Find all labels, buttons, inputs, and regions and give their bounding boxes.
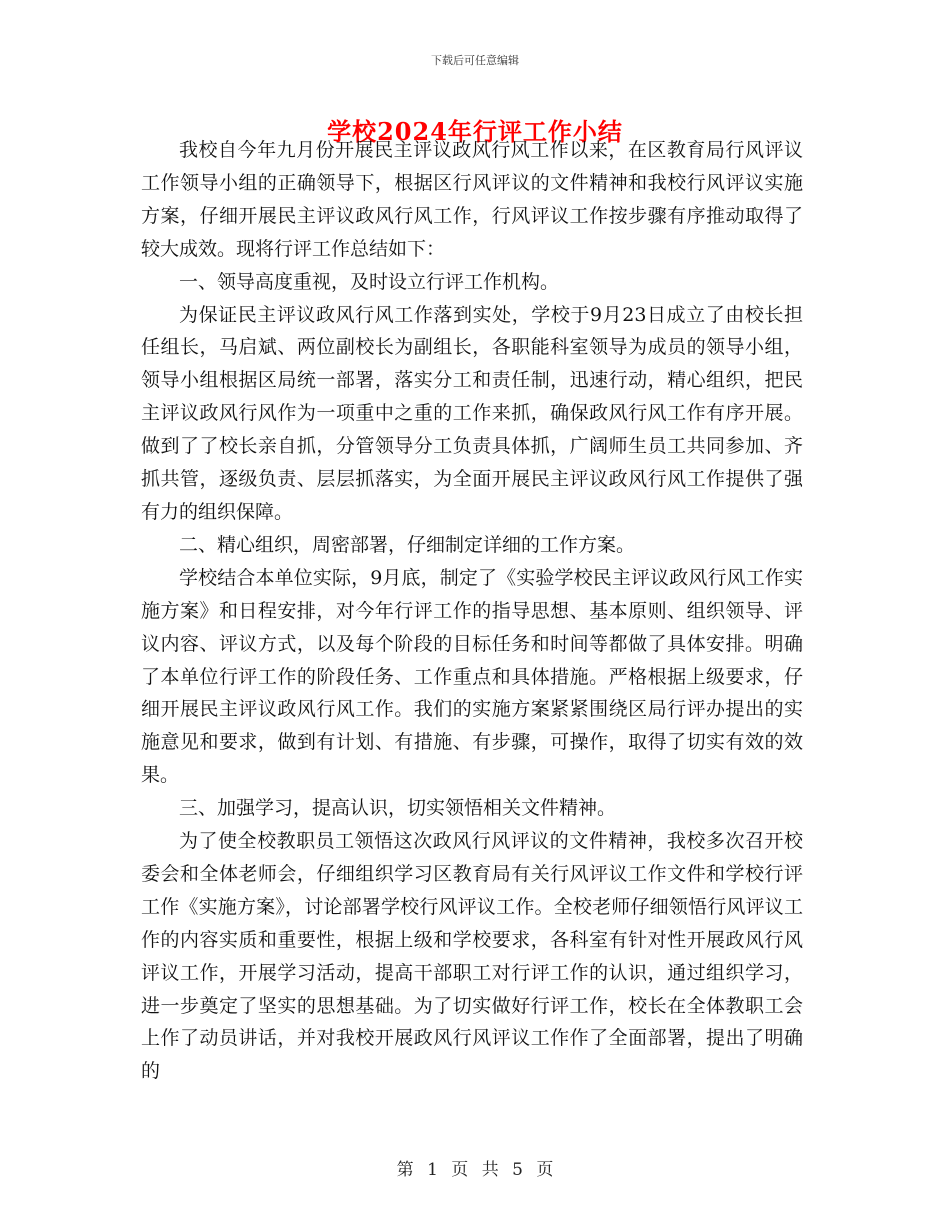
document-title: 学校2024年行评工作小结 <box>327 117 623 146</box>
total-pages: 5 <box>512 1160 523 1180</box>
page-prefix: 第 <box>396 1160 414 1180</box>
section-heading-1: 一、领导高度重视，及时设立行评工作机构。 <box>179 270 560 293</box>
document-body <box>141 134 803 1088</box>
paragraph-section-2: 学校结合本单位实际，9月底，制定了《实验学校民主评议政风行风工作实施方案》和日程安排，对今年行评工作的指导思想、基本原则、组织领导、评议内容、评议方式，以及每个阶段的目标任务和时间等都做了具体安排。明确了本单位行评工作的阶段任务、工作重点和具体措施。严格根据上级要求，仔细开展民主评议政风行风工作。我们的实施方案紧紧围绕区局行评办提出的实施意见和要求，做到有计划、有措施、有步骤，可操作，取得了切实有效的效果。 <box>141 566 803 787</box>
section-heading-2: 二、精心组织，周密部署，仔细制定详细的工作方案。 <box>179 533 636 556</box>
total-unit: 页 <box>536 1160 554 1180</box>
paragraph-intro: 我校自今年九月份开展民主评议政风行风工作以来，在区教育局行风评议工作领导小组的正确领导下，根据区行风评议的文件精神和我校行风评议实施方案，仔细开展民主评议政风行风工作，行风评议工作按步骤有序推动取得了较大成效。现将行评工作总结如下： <box>141 139 803 260</box>
page-number: 1 <box>427 1160 438 1180</box>
page-footer <box>0 1155 950 1180</box>
page-unit: 页 <box>451 1160 469 1180</box>
total-prefix: 共 <box>481 1160 499 1180</box>
header-note: 下载后可任意编辑 <box>431 54 519 67</box>
paragraph-section-1: 为保证民主评议政风行风工作落到实处，学校于9月23日成立了由校长担任组长，马启斌、两位副校长为副组长，各职能科室领导为成员的领导小组，领导小组根据区局统一部署，落实分工和责任制，迅速行动，精心组织，把民主评议政风行风作为一项重中之重的工作来抓，确保政风行风工作有序开展。做到了了校长亲自抓，分管领导分工负责具体抓，广阔师生员工共同参加、齐抓共管，逐级负责、层层抓落实，为全面开展民主评议政风行风工作提供了强有力的组织保障。 <box>141 303 803 523</box>
paragraph-section-3: 为了使全校教职员工领悟这次政风行风评议的文件精神，我校多次召开校委会和全体老师会，仔细组织学习区教育局有关行风评议工作文件和学校行评工作《实施方案》，讨论部署学校行风评议工作。全校老师仔细领悟行风评议工作的内容实质和重要性，根据上级和学校要求，各科室有针对性开展政风行风评议工作，开展学习活动，提高干部职工对行评工作的认识，通过组织学习，进一步奠定了坚实的思想基础。为了切实做好行评工作，校长在全体教职工会上作了动员讲话，并对我校开展政风行风评议工作作了全面部署，提出了明确的 <box>141 830 803 1083</box>
section-heading-3: 三、加强学习，提高认识，切实领悟相关文件精神。 <box>179 797 617 820</box>
